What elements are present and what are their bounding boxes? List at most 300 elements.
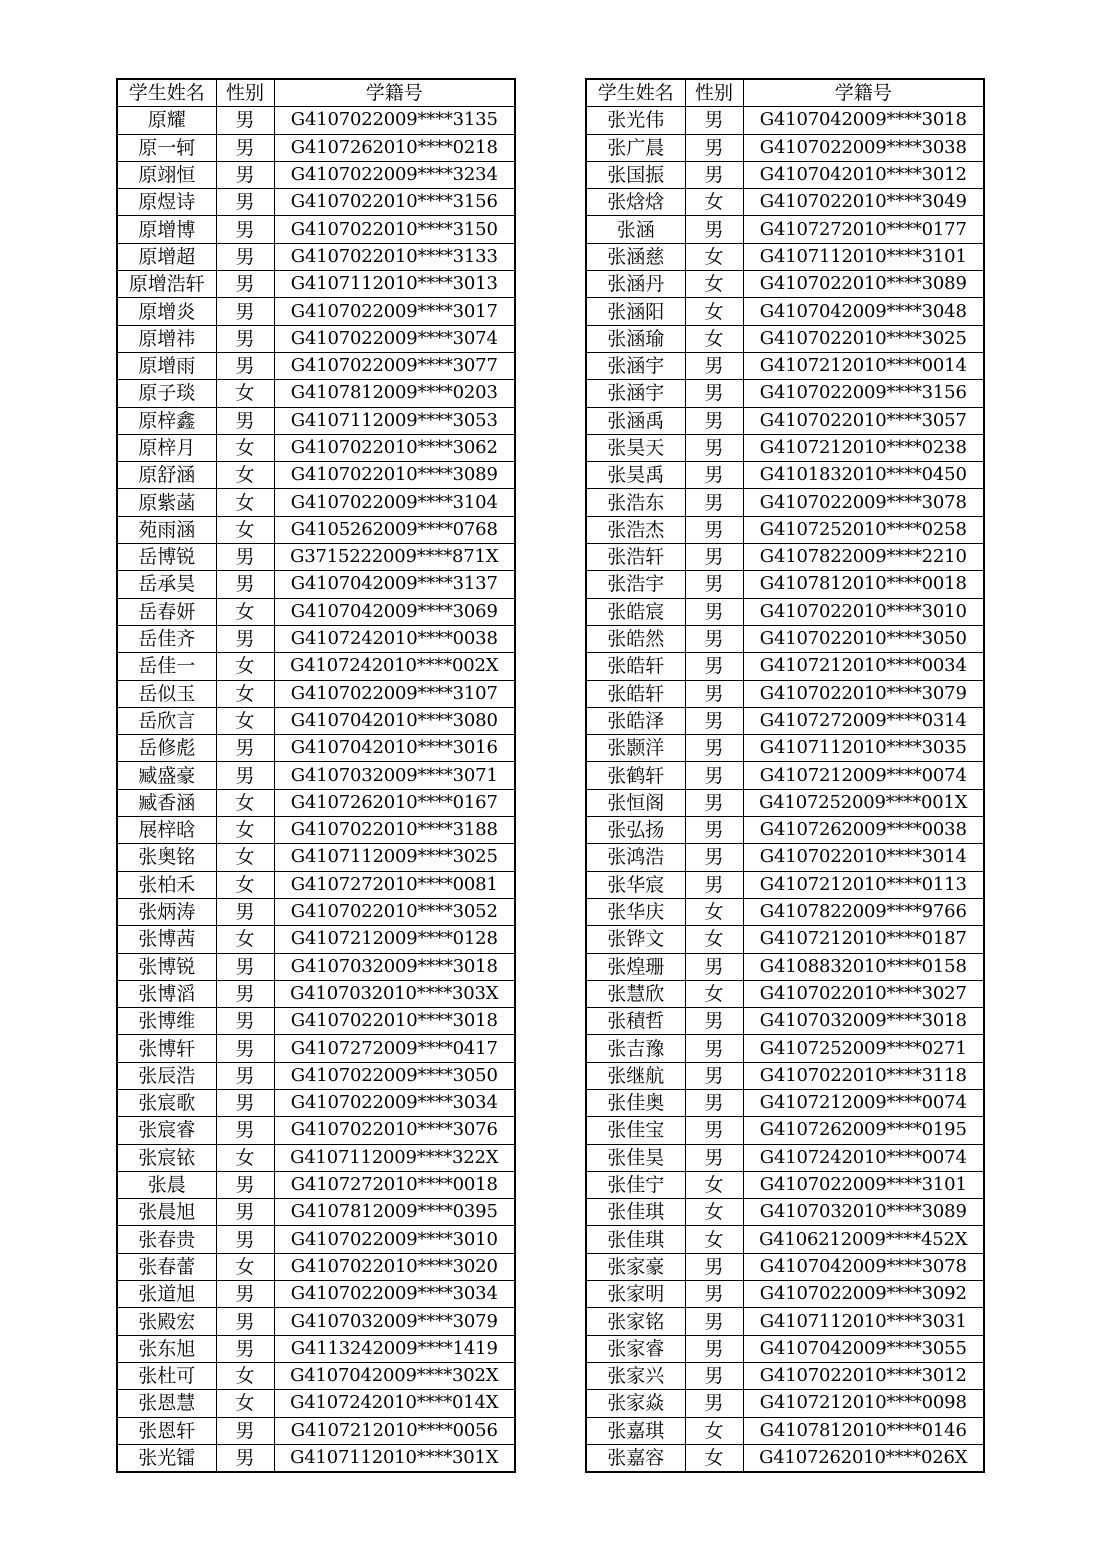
- student-name: 张家睿: [586, 1335, 685, 1362]
- student-id: G4101832010****0450: [743, 462, 984, 489]
- student-id: G4107022010****3079: [743, 680, 984, 707]
- student-name: 张昊禹: [586, 462, 685, 489]
- student-id: G4107022009****3101: [743, 1171, 984, 1198]
- student-id: G4107242010****002X: [274, 653, 515, 680]
- table-row: [117, 161, 515, 188]
- student-gender: 男: [685, 1362, 743, 1389]
- table-row: [586, 871, 984, 898]
- student-gender: 男: [685, 707, 743, 734]
- table-row: [117, 653, 515, 680]
- student-name: 张吉豫: [586, 1035, 685, 1062]
- table-row: [117, 134, 515, 161]
- student-name: 张家兴: [586, 1362, 685, 1389]
- student-gender: 女: [216, 516, 274, 543]
- table-row: [586, 1444, 984, 1472]
- student-name: 张浩杰: [586, 516, 685, 543]
- student-id: G4107022010****3052: [274, 898, 515, 925]
- table-row: [586, 325, 984, 352]
- table-row: [586, 489, 984, 516]
- table-row: [117, 462, 515, 489]
- header-name: 学生姓名: [117, 79, 216, 107]
- table-row: [586, 1117, 984, 1144]
- table-row: [586, 161, 984, 188]
- student-name: 原舒涵: [117, 462, 216, 489]
- student-name: 苑雨涵: [117, 516, 216, 543]
- student-id: G4108832010****0158: [743, 953, 984, 980]
- student-id: G4107042009****3048: [743, 298, 984, 325]
- table-row: [117, 1171, 515, 1198]
- table-row: [117, 1253, 515, 1280]
- table-row: [586, 1089, 984, 1116]
- student-id: G4107022009****3034: [274, 1089, 515, 1116]
- student-gender: 男: [216, 1008, 274, 1035]
- student-name: 张佳琪: [586, 1226, 685, 1253]
- student-id: G4107242010****0074: [743, 1144, 984, 1171]
- student-gender: 女: [216, 598, 274, 625]
- table-row: [586, 1253, 984, 1280]
- student-gender: 女: [685, 1226, 743, 1253]
- student-name: 张浩宇: [586, 571, 685, 598]
- student-gender: 男: [216, 325, 274, 352]
- student-name: 张华庆: [586, 898, 685, 925]
- student-gender: 男: [216, 1035, 274, 1062]
- header-row: [586, 79, 984, 107]
- student-gender: 男: [216, 407, 274, 434]
- header-name: 学生姓名: [586, 79, 685, 107]
- student-id: G4107022010****3010: [743, 598, 984, 625]
- student-name: 张东旭: [117, 1335, 216, 1362]
- student-name: 张煌珊: [586, 953, 685, 980]
- student-id: G4107022009****3050: [274, 1062, 515, 1089]
- student-name: 张涵宇: [586, 352, 685, 379]
- table-row: [586, 1308, 984, 1335]
- table-row: [586, 216, 984, 243]
- student-gender: 男: [685, 871, 743, 898]
- student-name: 展梓晗: [117, 817, 216, 844]
- student-gender: 男: [685, 516, 743, 543]
- table-row: [117, 871, 515, 898]
- student-gender: 男: [216, 1089, 274, 1116]
- student-name: 张涵瑜: [586, 325, 685, 352]
- student-gender: 男: [216, 980, 274, 1007]
- student-id: G4106212009****452X: [743, 1226, 984, 1253]
- student-id: G4107822009****9766: [743, 898, 984, 925]
- table-row: [586, 134, 984, 161]
- table-row: [117, 898, 515, 925]
- student-id: G4107022009****3038: [743, 134, 984, 161]
- student-gender: 男: [685, 653, 743, 680]
- table-row: [586, 844, 984, 871]
- student-id: G4107112009****3053: [274, 407, 515, 434]
- student-name: 张奥铭: [117, 844, 216, 871]
- student-id: G4107112010****301X: [274, 1444, 515, 1472]
- student-name: 张涵丹: [586, 271, 685, 298]
- table-row: [117, 980, 515, 1007]
- student-id: G4107212009****0074: [743, 762, 984, 789]
- student-gender: 男: [685, 1062, 743, 1089]
- student-name: 张家明: [586, 1281, 685, 1308]
- header-student-id: 学籍号: [743, 79, 984, 107]
- table-row: [586, 1062, 984, 1089]
- table-row: [586, 1362, 984, 1389]
- student-name: 原增炎: [117, 298, 216, 325]
- student-id: G4107042009****3137: [274, 571, 515, 598]
- student-name: 张佳琪: [586, 1199, 685, 1226]
- student-gender: 男: [216, 243, 274, 270]
- student-name: 张博锐: [117, 953, 216, 980]
- student-name: 张積哲: [586, 1008, 685, 1035]
- student-gender: 男: [216, 735, 274, 762]
- table-row: [117, 1117, 515, 1144]
- student-gender: 女: [685, 926, 743, 953]
- student-id: G4107022010****3027: [743, 980, 984, 1007]
- student-name: 张涵: [586, 216, 685, 243]
- student-name: 张炳涛: [117, 898, 216, 925]
- left-table-body: [117, 107, 515, 1472]
- table-row: [586, 1035, 984, 1062]
- student-id: G4107022010****3049: [743, 189, 984, 216]
- student-id: G4107022010****3062: [274, 434, 515, 461]
- student-gender: 男: [685, 1008, 743, 1035]
- student-gender: 男: [685, 844, 743, 871]
- student-name: 张继航: [586, 1062, 685, 1089]
- student-name: 张铧文: [586, 926, 685, 953]
- student-name: 岳春妍: [117, 598, 216, 625]
- student-name: 张焓焓: [586, 189, 685, 216]
- table-row: [586, 1226, 984, 1253]
- student-name: 张恩慧: [117, 1390, 216, 1417]
- student-gender: 男: [216, 271, 274, 298]
- student-gender: 男: [216, 189, 274, 216]
- student-id: G4107022010****3018: [274, 1008, 515, 1035]
- table-row: [117, 762, 515, 789]
- student-gender: 男: [216, 762, 274, 789]
- table-row: [586, 817, 984, 844]
- table-row: [117, 1444, 515, 1472]
- student-id: G4107022010****3057: [743, 407, 984, 434]
- student-gender: 男: [216, 1308, 274, 1335]
- student-id: G4107112010****3031: [743, 1308, 984, 1335]
- student-id: G4107022010****3050: [743, 625, 984, 652]
- student-id: G4107022009****3077: [274, 352, 515, 379]
- student-name: 张晨旭: [117, 1199, 216, 1226]
- student-id: G4107272010****0177: [743, 216, 984, 243]
- student-name: 张皓宸: [586, 598, 685, 625]
- table-row: [117, 1281, 515, 1308]
- student-name: 岳欣言: [117, 707, 216, 734]
- student-gender: 男: [216, 1281, 274, 1308]
- student-id: G4113242009****1419: [274, 1335, 515, 1362]
- student-id: G4107262009****0038: [743, 817, 984, 844]
- student-gender: 男: [685, 680, 743, 707]
- student-name: 张皓轩: [586, 653, 685, 680]
- student-gender: 男: [685, 489, 743, 516]
- student-name: 张涵阳: [586, 298, 685, 325]
- table-row: [117, 189, 515, 216]
- student-name: 岳承昊: [117, 571, 216, 598]
- table-row: [586, 407, 984, 434]
- student-gender: 女: [685, 243, 743, 270]
- student-id: G4107812009****0395: [274, 1199, 515, 1226]
- student-gender: 女: [216, 926, 274, 953]
- table-row: [117, 325, 515, 352]
- student-name: 岳修彪: [117, 735, 216, 762]
- student-id: G4107022010****3188: [274, 817, 515, 844]
- student-gender: 女: [216, 1253, 274, 1280]
- table-row: [586, 762, 984, 789]
- table-row: [586, 1008, 984, 1035]
- student-gender: 男: [685, 953, 743, 980]
- student-name: 张国振: [586, 161, 685, 188]
- student-gender: 男: [216, 544, 274, 571]
- table-row: [117, 1335, 515, 1362]
- student-name: 张柏禾: [117, 871, 216, 898]
- table-row: [117, 926, 515, 953]
- student-id: G4107022009****3034: [274, 1281, 515, 1308]
- student-id: G4107022010****3076: [274, 1117, 515, 1144]
- table-row: [117, 625, 515, 652]
- table-row: [117, 434, 515, 461]
- student-gender: 女: [216, 707, 274, 734]
- student-name: 张浩轩: [586, 544, 685, 571]
- right-table-body: [586, 107, 984, 1472]
- student-gender: 男: [685, 1144, 743, 1171]
- table-row: [586, 1171, 984, 1198]
- student-gender: 女: [216, 1144, 274, 1171]
- student-id: G4107022010****3014: [743, 844, 984, 871]
- student-table-right: [585, 78, 985, 1473]
- student-name: 张宸歌: [117, 1089, 216, 1116]
- student-name: 张恩轩: [117, 1417, 216, 1444]
- student-id: G4107022009****3135: [274, 107, 515, 134]
- student-name: 张宸睿: [117, 1117, 216, 1144]
- student-gender: 女: [685, 325, 743, 352]
- student-gender: 男: [685, 1253, 743, 1280]
- table-row: [117, 1008, 515, 1035]
- table-row: [586, 735, 984, 762]
- student-id: G4107042009****3055: [743, 1335, 984, 1362]
- student-id: G4107032009****3018: [743, 1008, 984, 1035]
- student-id: G4107112009****3025: [274, 844, 515, 871]
- table-row: [117, 707, 515, 734]
- student-name: 张恒阁: [586, 789, 685, 816]
- student-gender: 女: [216, 817, 274, 844]
- student-gender: 女: [685, 298, 743, 325]
- table-row: [117, 271, 515, 298]
- student-gender: 男: [216, 1226, 274, 1253]
- student-id: G4107252010****0258: [743, 516, 984, 543]
- student-name: 张皓轩: [586, 680, 685, 707]
- student-name: 张博滔: [117, 980, 216, 1007]
- student-id: G4107212010****0113: [743, 871, 984, 898]
- student-name: 张光伟: [586, 107, 685, 134]
- student-name: 张佳奥: [586, 1089, 685, 1116]
- student-gender: 男: [216, 352, 274, 379]
- student-id: G4107272010****0081: [274, 871, 515, 898]
- student-name: 岳似玉: [117, 680, 216, 707]
- student-id: G4107022010****3012: [743, 1362, 984, 1389]
- student-id: G4107112009****322X: [274, 1144, 515, 1171]
- student-gender: 女: [216, 462, 274, 489]
- student-name: 张佳宁: [586, 1171, 685, 1198]
- student-gender: 女: [685, 1199, 743, 1226]
- student-id: G4107032009****3079: [274, 1308, 515, 1335]
- student-name: 张家铭: [586, 1308, 685, 1335]
- student-id: G4107022010****3133: [274, 243, 515, 270]
- student-name: 张家焱: [586, 1390, 685, 1417]
- student-gender: 男: [685, 1308, 743, 1335]
- student-gender: 男: [685, 571, 743, 598]
- student-gender: 女: [216, 844, 274, 871]
- student-name: 岳佳一: [117, 653, 216, 680]
- table-row: [586, 462, 984, 489]
- student-id: G4107022010****3025: [743, 325, 984, 352]
- student-gender: 男: [685, 434, 743, 461]
- student-gender: 女: [685, 1444, 743, 1472]
- student-gender: 男: [216, 1117, 274, 1144]
- student-name: 张春蕾: [117, 1253, 216, 1280]
- student-name: 岳博锐: [117, 544, 216, 571]
- table-row: [586, 1417, 984, 1444]
- table-row: [586, 243, 984, 270]
- student-name: 张家豪: [586, 1253, 685, 1280]
- table-row: [117, 735, 515, 762]
- student-id: G4107262009****0195: [743, 1117, 984, 1144]
- table-row: [117, 1035, 515, 1062]
- student-gender: 男: [685, 216, 743, 243]
- header-student-id: 学籍号: [274, 79, 515, 107]
- student-id: G4107032010****303X: [274, 980, 515, 1007]
- table-row: [586, 1390, 984, 1417]
- student-gender: 女: [216, 380, 274, 407]
- student-id: G4107022009****3156: [743, 380, 984, 407]
- student-gender: 男: [685, 1390, 743, 1417]
- table-row: [586, 1199, 984, 1226]
- student-gender: 男: [685, 1117, 743, 1144]
- student-id: G4107112010****3013: [274, 271, 515, 298]
- student-id: G4107212009****0128: [274, 926, 515, 953]
- student-name: 张皓泽: [586, 707, 685, 734]
- student-id: G4107242010****014X: [274, 1390, 515, 1417]
- student-name: 张晨: [117, 1171, 216, 1198]
- student-gender: 男: [685, 1035, 743, 1062]
- student-name: 原翊恒: [117, 161, 216, 188]
- student-name: 原梓鑫: [117, 407, 216, 434]
- student-id: G4107812009****0203: [274, 380, 515, 407]
- student-gender: 男: [685, 352, 743, 379]
- table-row: [117, 407, 515, 434]
- table-row: [117, 817, 515, 844]
- student-gender: 男: [216, 298, 274, 325]
- student-name: 张博茜: [117, 926, 216, 953]
- table-row: [117, 1062, 515, 1089]
- student-id: G4107262010****0218: [274, 134, 515, 161]
- student-name: 张博维: [117, 1008, 216, 1035]
- student-id: G4107272009****0314: [743, 707, 984, 734]
- table-row: [586, 980, 984, 1007]
- table-row: [586, 380, 984, 407]
- table-row: [586, 107, 984, 134]
- student-id: G3715222009****871X: [274, 544, 515, 571]
- student-name: 张鹤轩: [586, 762, 685, 789]
- student-name: 张春贵: [117, 1226, 216, 1253]
- student-name: 岳佳齐: [117, 625, 216, 652]
- student-id: G4107042009****3018: [743, 107, 984, 134]
- header-row: [117, 79, 515, 107]
- student-gender: 男: [685, 598, 743, 625]
- table-row: [586, 571, 984, 598]
- student-gender: 男: [216, 1335, 274, 1362]
- table-row: [117, 1199, 515, 1226]
- student-id: G4107252009****001X: [743, 789, 984, 816]
- student-name: 原增超: [117, 243, 216, 270]
- student-gender: 男: [216, 1199, 274, 1226]
- student-id: G4107042009****3078: [743, 1253, 984, 1280]
- student-gender: 女: [216, 871, 274, 898]
- student-name: 张昊天: [586, 434, 685, 461]
- student-gender: 男: [685, 134, 743, 161]
- student-gender: 男: [216, 1417, 274, 1444]
- student-name: 张鸿浩: [586, 844, 685, 871]
- table-row: [586, 598, 984, 625]
- table-row: [117, 1390, 515, 1417]
- header-gender: 性别: [685, 79, 743, 107]
- student-id: G4107112010****3035: [743, 735, 984, 762]
- student-name: 原梓月: [117, 434, 216, 461]
- table-row: [117, 844, 515, 871]
- student-name: 原煜诗: [117, 189, 216, 216]
- student-gender: 女: [685, 980, 743, 1007]
- student-id: G4107022010****3118: [743, 1062, 984, 1089]
- student-id: G4107032009****3071: [274, 762, 515, 789]
- student-id: G4107042010****3080: [274, 707, 515, 734]
- student-id: G4107022009****3078: [743, 489, 984, 516]
- table-row: [586, 271, 984, 298]
- student-gender: 男: [216, 571, 274, 598]
- table-row: [586, 789, 984, 816]
- student-id: G4107032009****3018: [274, 953, 515, 980]
- table-row: [586, 298, 984, 325]
- student-id: G4107042009****3069: [274, 598, 515, 625]
- student-name: 原耀: [117, 107, 216, 134]
- student-gender: 男: [685, 380, 743, 407]
- table-row: [586, 516, 984, 543]
- student-id: G4105262009****0768: [274, 516, 515, 543]
- table-row: [586, 434, 984, 461]
- student-name: 张博轩: [117, 1035, 216, 1062]
- student-name: 张涵慈: [586, 243, 685, 270]
- student-gender: 男: [216, 107, 274, 134]
- student-id: G4107022010****3089: [274, 462, 515, 489]
- student-name: 臧香涵: [117, 789, 216, 816]
- student-id: G4107212010****0056: [274, 1417, 515, 1444]
- student-gender: 男: [685, 735, 743, 762]
- table-row: [117, 1308, 515, 1335]
- student-id: G4107022009****3074: [274, 325, 515, 352]
- student-id: G4107022010****3020: [274, 1253, 515, 1280]
- student-name: 原增博: [117, 216, 216, 243]
- table-row: [586, 544, 984, 571]
- student-name: 张道旭: [117, 1281, 216, 1308]
- student-name: 张宸铱: [117, 1144, 216, 1171]
- student-id: G4107032010****3089: [743, 1199, 984, 1226]
- table-row: [117, 107, 515, 134]
- table-row: [586, 189, 984, 216]
- table-row: [117, 1144, 515, 1171]
- student-id: G4107822009****2210: [743, 544, 984, 571]
- student-id: G4107812010****0018: [743, 571, 984, 598]
- table-row: [117, 298, 515, 325]
